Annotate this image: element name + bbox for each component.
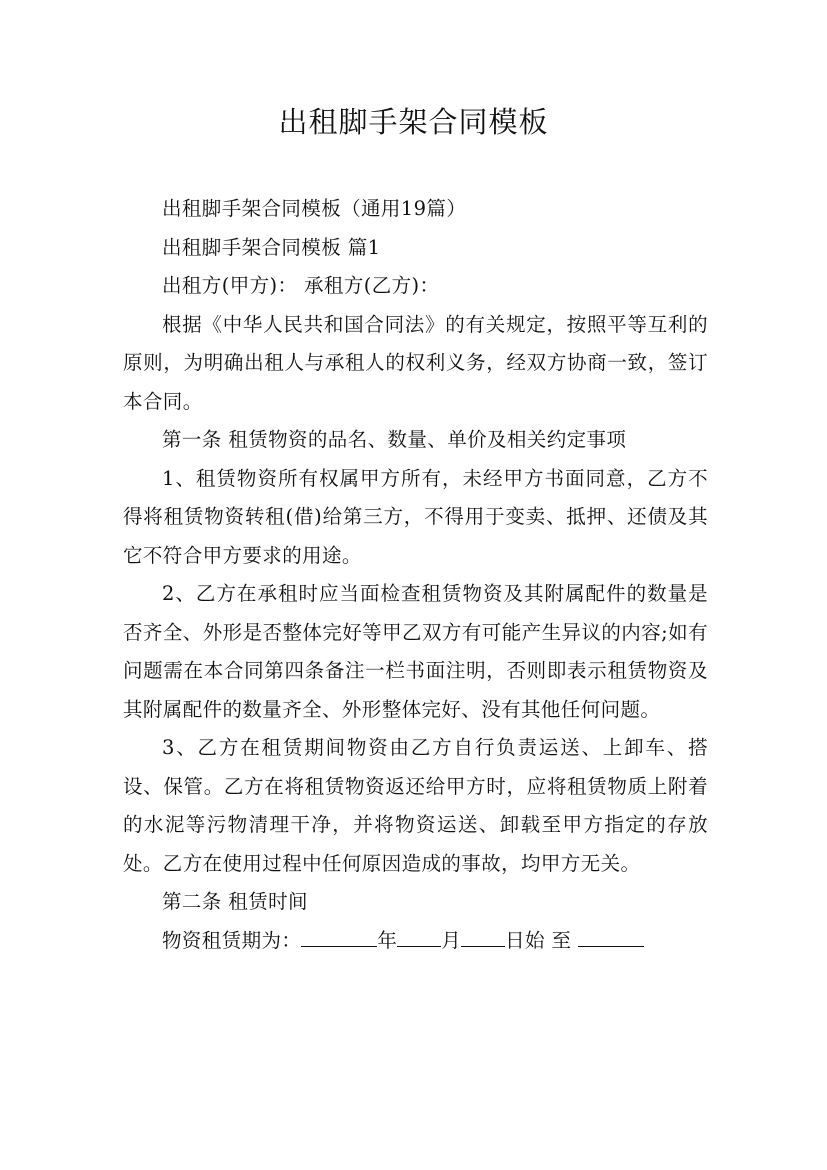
paragraph-lease-period (123, 922, 708, 961)
paragraph-clause-3: 3、乙方在租赁期间物资由乙方自行负责运送、上卸车、搭设、保管。乙方在将租赁物资返还给甲方时，应将租赁物质上附着的水泥等污物清理干净，并将物资运送、卸载至甲方指定的存放处。乙方在使用过程中任何原因造成的事故，均甲方无关。 (123, 736, 708, 875)
lease-prefix: 物资租赁期为： (162, 928, 302, 952)
blank-year-field (301, 926, 377, 947)
paragraph-section-heading: 出租脚手架合同模板 篇1 (162, 235, 381, 259)
paragraph-parties: 出租方(甲方)： 承租方(乙方)： (162, 274, 440, 297)
paragraph-article-1-heading: 第一条 租赁物资的品名、数量、单价及相关约定事项 (162, 428, 627, 451)
paragraph-clause-2: 2、乙方在承租时应当面检查租赁物资及其附属配件的数量是否齐全、外形是否整体完好等甲乙双方有可能产生异议的内容;如有问题需在本合同第四条备注一栏书面注明，否则即表示租赁物资及其附属配件的数量齐全、外形整体完好、没有其他任何问题。 (123, 582, 708, 721)
lease-start-label: 日始 至 (505, 928, 579, 952)
paragraph-clause-1: 1、租赁物资所有权属甲方所有，未经甲方书面同意，乙方不得将租赁物资转租(借)给第三方，不得用于变卖、抵押、还债及其它不符合甲方要求的用途。 (123, 466, 708, 567)
document-title: 出租脚手架合同模板 (278, 105, 549, 139)
lease-month-label: 月 (441, 928, 462, 952)
paragraph-subtitle: 出租脚手架合同模板（通用19篇） (162, 197, 467, 220)
lease-year-label: 年 (377, 928, 398, 952)
blank-month-field (397, 926, 441, 947)
paragraph-article-2-heading: 第二条 租赁时间 (162, 890, 308, 913)
document-body (123, 190, 708, 960)
blank-day-field (461, 926, 505, 947)
blank-end-field (578, 926, 644, 947)
paragraph-preamble: 根据《中华人民共和国合同法》的有关规定，按照平等互利的原则，为明确出租人与承租人的权利义务，经双方协商一致，签订本合同。 (123, 312, 708, 413)
